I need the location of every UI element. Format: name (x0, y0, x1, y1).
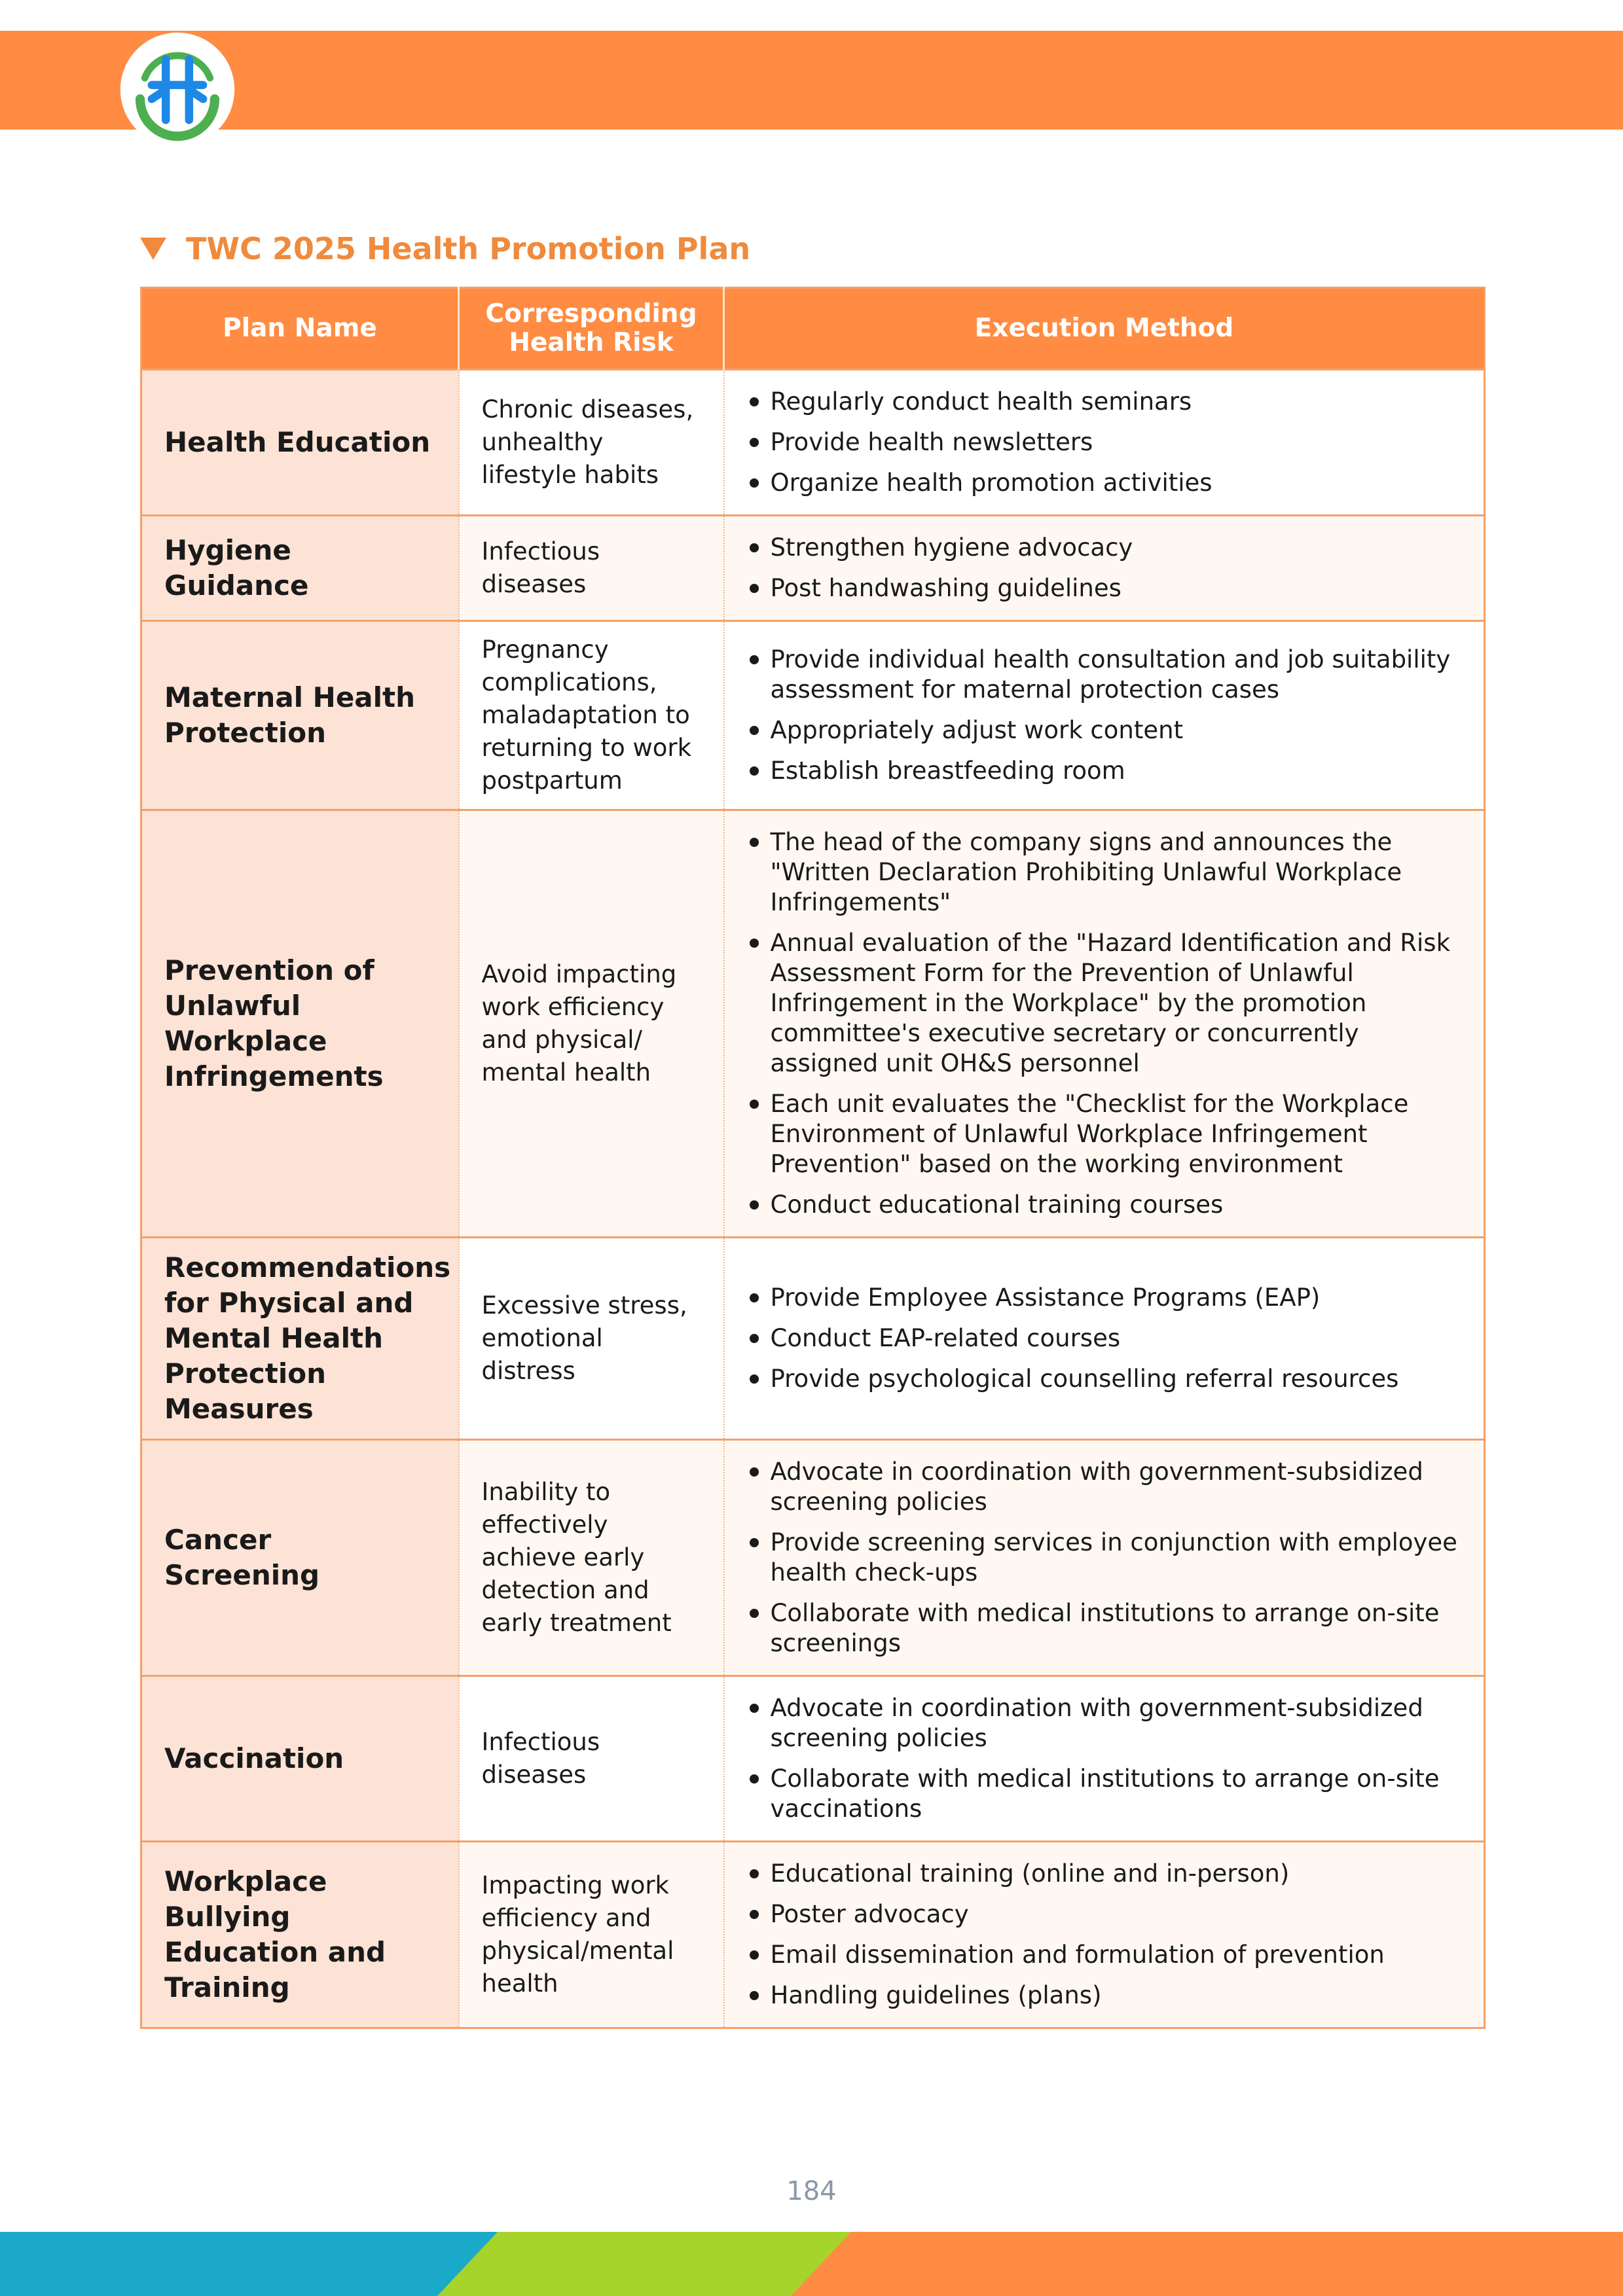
table-header-row (141, 288, 1485, 370)
execution-method-cell (724, 370, 1485, 516)
method-list-item: Regularly conduct health seminars (747, 387, 1462, 417)
method-list (747, 1693, 1462, 1824)
method-list (747, 645, 1462, 786)
triangle-down-icon (140, 238, 166, 260)
method-list-item: Provide screening services in conjunction with employee health check-ups (747, 1528, 1462, 1588)
health-risk-cell: Avoid impacting work efficiency and physical/ mental health (459, 810, 724, 1238)
execution-method-cell (724, 1676, 1485, 1842)
header-execution-method: Execution Method (724, 288, 1485, 370)
table-row (141, 1676, 1485, 1842)
company-logo-icon (119, 31, 236, 148)
plan-name-cell: Vaccination (141, 1676, 459, 1842)
method-list (747, 533, 1462, 603)
method-list-item: Advocate in coordination with government-subsidized screening policies (747, 1457, 1462, 1517)
health-risk-cell: Excessive stress, emotional distress (459, 1238, 724, 1440)
method-list (747, 827, 1462, 1220)
header-health-risk: Corresponding Health Risk (459, 288, 724, 370)
method-list-item: Provide psychological counselling referral resources (747, 1364, 1462, 1394)
table-row (141, 1440, 1485, 1676)
method-list-item: Strengthen hygiene advocacy (747, 533, 1462, 563)
method-list (747, 1283, 1462, 1394)
health-risk-cell: Inability to effectively achieve early detection and early treatment (459, 1440, 724, 1676)
method-list-item: Advocate in coordination with government-subsidized screening policies (747, 1693, 1462, 1753)
header-band (0, 31, 1623, 130)
method-list-item: Conduct educational training courses (747, 1190, 1462, 1220)
health-risk-cell: Infectious diseases (459, 516, 724, 621)
method-list (747, 387, 1462, 498)
method-list-item: Establish breastfeeding room (747, 756, 1462, 786)
execution-method-cell (724, 1238, 1485, 1440)
plan-name-cell: Hygiene Guidance (141, 516, 459, 621)
method-list-item: Provide health newsletters (747, 427, 1462, 457)
health-risk-cell: Infectious diseases (459, 1676, 724, 1842)
method-list (747, 1859, 1462, 2011)
method-list-item: Post handwashing guidelines (747, 573, 1462, 603)
method-list-item: Email dissemination and formulation of prevention (747, 1940, 1462, 1970)
header-plan-name: Plan Name (141, 288, 459, 370)
health-promotion-table (140, 287, 1486, 2029)
method-list-item: Organize health promotion activities (747, 468, 1462, 498)
method-list-item: Annual evaluation of the "Hazard Identification and Risk Assessment Form for the Prevention of Unlawful Infringement in the Workplace" by the promotion committee's executive secretary or concurrently assigned unit OH&S personnel (747, 928, 1462, 1079)
plan-name-cell: Health Education (141, 370, 459, 516)
method-list-item: Poster advocacy (747, 1899, 1462, 1929)
method-list-item: Provide individual health consultation and job suitability assessment for maternal protection cases (747, 645, 1462, 705)
footer-band (0, 2232, 1623, 2296)
table-body (141, 370, 1485, 2028)
method-list-item: Conduct EAP-related courses (747, 1323, 1462, 1354)
table-row (141, 621, 1485, 810)
table-row (141, 810, 1485, 1238)
method-list-item: Provide Employee Assistance Programs (EAP) (747, 1283, 1462, 1313)
health-risk-cell: Pregnancy complications, maladaptation to returning to work postpartum (459, 621, 724, 810)
method-list-item: Each unit evaluates the "Checklist for the Workplace Environment of Unlawful Workplace Infringement Prevention" based on the working environment (747, 1089, 1462, 1179)
health-risk-cell: Impacting work efficiency and physical/mental health (459, 1842, 724, 2028)
table-row (141, 370, 1485, 516)
execution-method-cell (724, 621, 1485, 810)
table-row (141, 516, 1485, 621)
method-list-item: The head of the company signs and announces the "Written Declaration Prohibiting Unlawful Workplace Infringements" (747, 827, 1462, 918)
execution-method-cell (724, 1842, 1485, 2028)
method-list-item: Educational training (online and in-person) (747, 1859, 1462, 1889)
section-title-text: TWC 2025 Health Promotion Plan (186, 231, 751, 266)
plan-name-cell: Prevention of Unlawful Workplace Infringements (141, 810, 459, 1238)
plan-name-cell: Recommendations for Physical and Mental Health Protection Measures (141, 1238, 459, 1440)
section-title (140, 226, 750, 272)
plan-name-cell: Cancer Screening (141, 1440, 459, 1676)
table-row (141, 1842, 1485, 2028)
plan-name-cell: Workplace Bullying Education and Training (141, 1842, 459, 2028)
method-list (747, 1457, 1462, 1659)
method-list-item: Appropriately adjust work content (747, 715, 1462, 745)
execution-method-cell (724, 810, 1485, 1238)
table-row (141, 1238, 1485, 1440)
page-number: 184 (786, 2176, 837, 2206)
method-list-item: Collaborate with medical institutions to arrange on-site screenings (747, 1598, 1462, 1659)
method-list-item: Handling guidelines (plans) (747, 1981, 1462, 2011)
plan-name-cell: Maternal Health Protection (141, 621, 459, 810)
health-risk-cell: Chronic diseases, unhealthy lifestyle habits (459, 370, 724, 516)
execution-method-cell (724, 1440, 1485, 1676)
method-list-item: Collaborate with medical institutions to arrange on-site vaccinations (747, 1764, 1462, 1824)
execution-method-cell (724, 516, 1485, 621)
